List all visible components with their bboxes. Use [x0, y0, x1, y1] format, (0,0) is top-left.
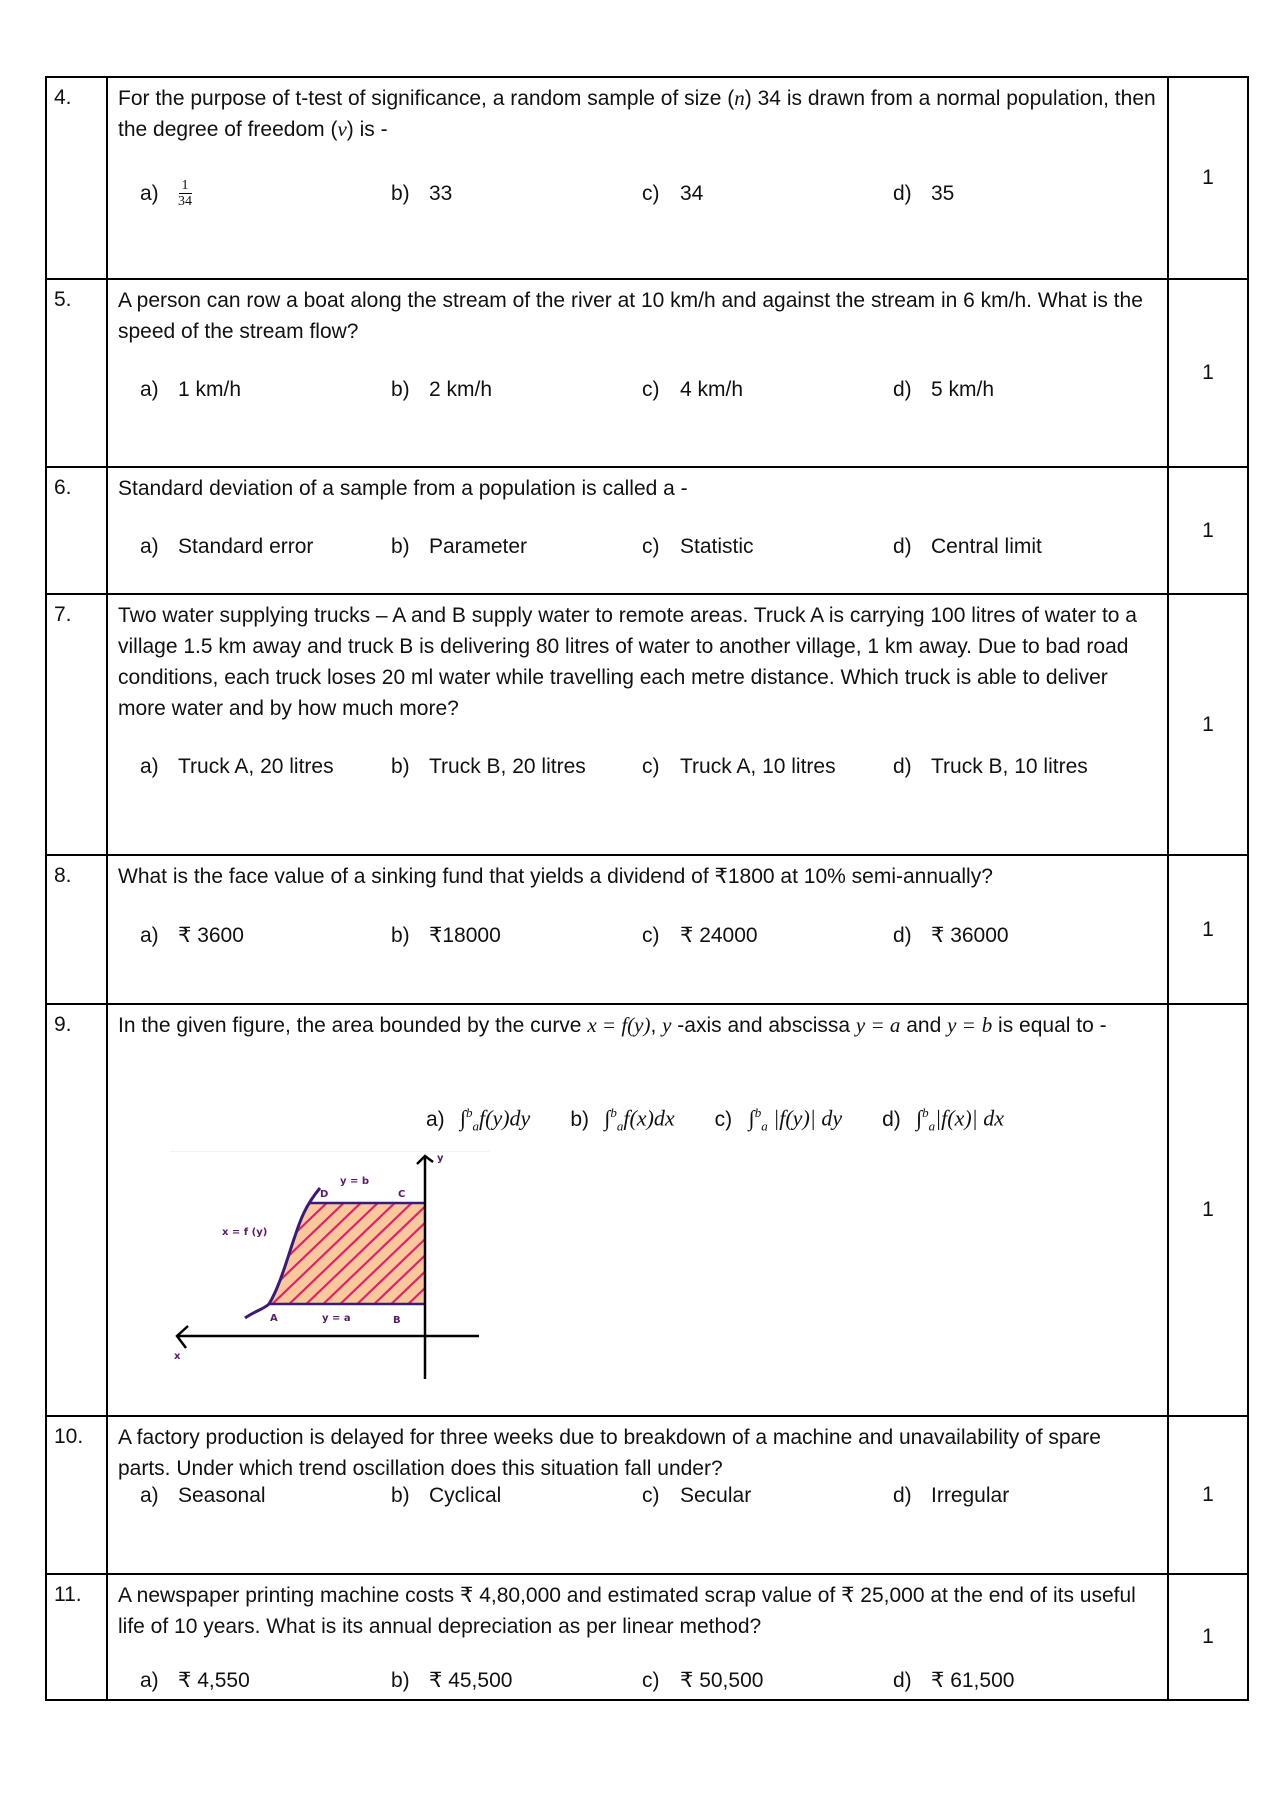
- question-cell: [107, 855, 1168, 1004]
- question-text: In the given figure, the area bounded by the curve x = f(y), y -axis and abscissa y = a and y = b is equal to -: [118, 1013, 1107, 1037]
- option-c[interactable]: c) 34: [642, 181, 704, 205]
- marks: 1: [1168, 1574, 1248, 1700]
- option-b[interactable]: b) Parameter: [391, 535, 528, 558]
- option-c[interactable]: c) ∫$^b_a$ |f(y)| dy: [714, 1105, 843, 1134]
- marks: 1: [1168, 1004, 1248, 1416]
- question-number: 8.: [46, 855, 107, 1004]
- label-x-axis: x: [174, 1351, 181, 1362]
- option-d[interactable]: d) 5 km/h: [893, 378, 995, 401]
- label-y-axis: y: [437, 1153, 444, 1164]
- question-text: For the purpose of t-test of significance, a random sample of size (n) 34 is drawn from a normal population, then the degree of freedom (v) is -: [118, 86, 1156, 141]
- question-row-6: [46, 467, 1248, 594]
- question-cell: [107, 279, 1168, 467]
- option-d[interactable]: d) Central limit: [893, 535, 1042, 558]
- options: [108, 755, 1167, 779]
- option-c[interactable]: c) 4 km/h: [642, 378, 744, 401]
- option-a[interactable]: a) $\frac{1}{34}$: [140, 178, 192, 209]
- integral: ∫$^b_a$|f(x)| dx: [916, 1105, 1004, 1134]
- question-number: 6.: [46, 467, 107, 594]
- question-number: 9.: [46, 1004, 107, 1416]
- marks: 1: [1168, 594, 1248, 855]
- marks: 1: [1168, 467, 1248, 594]
- question-row-5: [46, 279, 1248, 467]
- question-number: 10.: [46, 1416, 107, 1574]
- question-text: Standard deviation of a sample from a population is called a -: [118, 477, 688, 500]
- question-number: 11.: [46, 1574, 107, 1700]
- option-b[interactable]: b) 2 km/h: [391, 378, 493, 401]
- question-row-8: [46, 855, 1248, 1004]
- option-a[interactable]: a) 1 km/h: [140, 378, 242, 401]
- options: [108, 535, 1167, 559]
- question-cell: [107, 1004, 1168, 1416]
- option-a[interactable]: a) ∫$^b_a$f(y)dy: [426, 1105, 531, 1134]
- question-cell: [107, 594, 1168, 855]
- question-text: A factory production is delayed for three weeks due to breakdown of a machine and unavailability of spare parts. Under which trend oscillation does this situation fall under?: [118, 1426, 1101, 1480]
- option-d[interactable]: d) ₹ 36000: [893, 923, 1009, 947]
- question-text: A newspaper printing machine costs ₹ 4,80,000 and estimated scrap value of ₹ 25,000 at the end of its useful life of 10 years. What is its annual depreciation as per linear method?: [118, 1584, 1136, 1638]
- option-a[interactable]: a) ₹ 4,550: [140, 1668, 250, 1692]
- question-cell: [107, 1416, 1168, 1574]
- question-number: 7.: [46, 594, 107, 855]
- question-text: Two water supplying trucks – A and B supply water to remote areas. Truck A is carrying 100 litres of water to a village 1.5 km away and truck B is delivering 80 litres of water to another village, 1 km away. Due to bad road conditions, each truck loses 20 ml water while travelling each metre distance. Which truck is able to deliver more water and by how much more?: [118, 604, 1137, 720]
- option-a[interactable]: a) Standard error: [140, 535, 314, 558]
- question-cell: [107, 467, 1168, 594]
- label-point-a: A: [270, 1313, 278, 1324]
- option-c[interactable]: c) Secular: [642, 1484, 752, 1507]
- options: [426, 1105, 1004, 1135]
- option-d[interactable]: d) ₹ 61,500: [893, 1668, 1015, 1692]
- label-curve: x = f (y): [222, 1227, 268, 1238]
- option-d[interactable]: d) Irregular: [893, 1484, 1010, 1507]
- option-b[interactable]: b) 33: [391, 181, 453, 205]
- area-figure: [170, 1151, 490, 1383]
- marks: 1: [1168, 279, 1248, 467]
- marks: 1: [1168, 855, 1248, 1004]
- option-a[interactable]: a) Seasonal: [140, 1484, 266, 1507]
- question-row-10: [46, 1416, 1248, 1574]
- option-c[interactable]: c) Statistic: [642, 535, 754, 558]
- option-c[interactable]: c) ₹ 50,500: [642, 1668, 764, 1692]
- integral: ∫$^b_a$ |f(y)| dy: [748, 1105, 843, 1134]
- label-bottom-line: y = a: [322, 1313, 351, 1324]
- marks: 1: [1168, 1416, 1248, 1574]
- integral: ∫$^b_a$f(y)dy: [460, 1105, 531, 1134]
- option-b[interactable]: b) ₹18000: [391, 923, 501, 947]
- options: [108, 1484, 1167, 1508]
- option-b[interactable]: b) ₹ 45,500: [391, 1668, 513, 1692]
- question-text: What is the face value of a sinking fund that yields a dividend of ₹1800 at 10% semi-annually?: [118, 865, 993, 888]
- option-d[interactable]: d) 35: [893, 181, 955, 205]
- question-cell: [107, 1574, 1168, 1700]
- options: [108, 923, 1167, 948]
- question-number: 5.: [46, 279, 107, 467]
- option-d[interactable]: d) Truck B, 10 litres: [893, 755, 1088, 778]
- options: [108, 1668, 1167, 1693]
- question-number: 4.: [46, 77, 107, 279]
- question-row-9: [46, 1004, 1248, 1416]
- question-row-7: [46, 594, 1248, 855]
- question-row-4: [46, 77, 1248, 279]
- label-point-b: B: [393, 1315, 401, 1326]
- label-point-c: C: [398, 1189, 406, 1200]
- question-text: A person can row a boat along the stream of the river at 10 km/h and against the stream in 6 km/h. What is the speed of the stream flow?: [118, 289, 1143, 343]
- option-a[interactable]: a) ₹ 3600: [140, 923, 244, 947]
- label-top-line: y = b: [340, 1176, 370, 1187]
- label-point-d: D: [320, 1189, 329, 1200]
- questions-table: [45, 76, 1249, 1701]
- option-b[interactable]: b) ∫$^b_a$f(x)dx: [570, 1105, 675, 1134]
- option-d[interactable]: d) ∫$^b_a$|f(x)| dx: [882, 1105, 1004, 1134]
- options: [108, 178, 1167, 209]
- question-cell: [107, 77, 1168, 279]
- options: [108, 378, 1167, 402]
- option-b[interactable]: b) Cyclical: [391, 1484, 502, 1507]
- fraction: $\frac{1}{34}$: [178, 178, 192, 209]
- option-a[interactable]: a) Truck A, 20 litres: [140, 755, 334, 778]
- option-c[interactable]: c) ₹ 24000: [642, 923, 758, 947]
- option-c[interactable]: c) Truck A, 10 litres: [642, 755, 836, 778]
- option-b[interactable]: b) Truck B, 20 litres: [391, 755, 586, 778]
- question-row-11: [46, 1574, 1248, 1700]
- integral: ∫$^b_a$f(x)dx: [604, 1105, 675, 1134]
- marks: 1: [1168, 77, 1248, 279]
